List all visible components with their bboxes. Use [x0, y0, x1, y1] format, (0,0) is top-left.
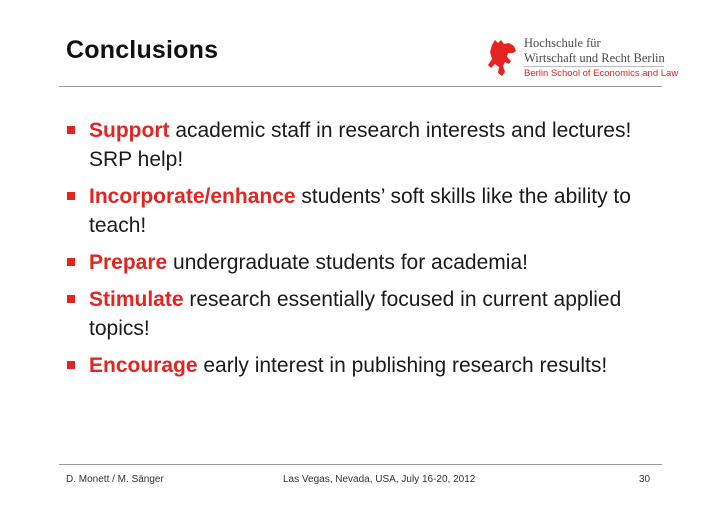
list-item [66, 182, 656, 240]
bullet-keyword: Support [89, 119, 170, 142]
bullet-keyword: Incorporate/enhance [89, 185, 296, 208]
bullet-keyword: Encourage [89, 354, 198, 377]
logo-text-line2: Wirtschaft und Recht Berlin [524, 51, 665, 65]
bullet-square-icon [67, 192, 75, 200]
bullet-square-icon [67, 295, 75, 303]
bullet-keyword: Stimulate [89, 288, 184, 311]
list-item [66, 116, 656, 174]
logo-text-line3: Berlin School of Economics and Law [524, 68, 679, 79]
bullet-text: students’ soft skills like the ability to teach! [89, 185, 631, 237]
footer-authors: D. Monett / M. Sänger [66, 474, 164, 485]
page-number: 30 [639, 474, 651, 485]
header-divider [59, 86, 662, 87]
bullet-square-icon [67, 258, 75, 266]
list-item [66, 248, 656, 277]
list-item [66, 285, 656, 343]
list-item [66, 351, 656, 380]
logo-text-line1: Hochschule für [524, 36, 601, 50]
bullet-text: undergraduate students for academia! [167, 251, 528, 274]
bullet-square-icon [67, 126, 75, 134]
bullet-text: early interest in publishing research results! [197, 354, 608, 377]
bullet-square-icon [67, 361, 75, 369]
slide-title: Conclusions [66, 36, 219, 64]
conclusion-list [66, 116, 656, 388]
logo-divider [524, 66, 664, 67]
footer-event: Las Vegas, Nevada, USA, July 16-20, 2012 [283, 474, 476, 485]
bullet-keyword: Prepare [89, 251, 168, 274]
footer-divider [59, 464, 662, 465]
bullet-text: academic staff in research interests and lectures! SRP help! [89, 119, 632, 171]
bullet-text: research essentially focused in current applied topics! [89, 288, 622, 340]
institution-logo [487, 36, 679, 82]
berlin-bear-icon [487, 38, 519, 78]
